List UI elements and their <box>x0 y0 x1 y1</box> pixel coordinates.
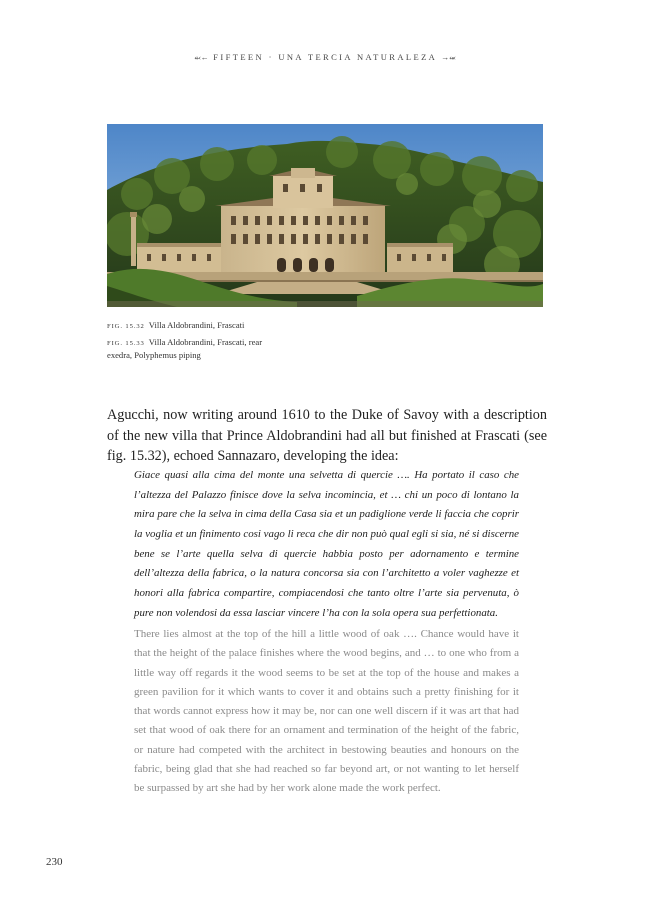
page-number: 230 <box>46 856 63 868</box>
running-head-title: FIFTEEN · UNA TERCIA NATURALEZA <box>213 52 437 62</box>
ornament-left-icon: ⬻← <box>194 53 209 62</box>
intro-paragraph: Agucchi, now writing around 1610 to the Duke of Savoy with a description of the new villa that Prince Aldobrandini had all but finished at Frascati (see fig. 15.32), echoed Sannazaro, developing the idea: <box>107 407 547 464</box>
italian-quote: Giace quasi alla cima del monte una selvetta di quercie …. Ha portato il caso che l’altezza del Palazzo finisce dove la selva incomincia, et … chi un poco di lontano la mira pare che la selva in cima della Casa sia et un padiglione verde li faccia che coprir la voglia et un finimento cosi vago li reca che dir non può qual egli si sia, né si discerne bene se l’arte quella selva di quercie habbia posto per adornamento e termine dell’altezza della fabrica, o la natura concorsa sia con l’architetto a voler vaghezze et honori alla fabrica compartire, compiacendosi che tanto oltre l’arte sia pervenuta, ò pure non volendosi da essa lasciar vincere l’ha con la sola opera sua perfettionata. <box>134 469 519 619</box>
ornament-right-icon: →⬺ <box>441 53 456 62</box>
caption-text: Villa Aldobrandini, Frascati <box>148 320 245 330</box>
running-head <box>0 52 650 63</box>
villa-photo <box>107 124 543 307</box>
english-translation: There lies almost at the top of the hill a little wood of oak …. Chance would have it that the height of the palace finishes where the wood begins, and … to one who from a little way off regards it the wood seems to be set at the top of the house and makes a green pavilion for it which wants to cover it and obtains such a pretty finishing for it that words cannot express how it may be, nor can one well discern if it was art that had set that wood of oak there for an ornament and termination of the height of the fabric, or nature had competed with the architect in bestowing beauties and honours on the fabric, being glad that she had reached so far beyond art, or not wanting to let herself be surpassed by art she had by her work alone made the work perfect. <box>134 628 519 795</box>
caption-text: Villa Aldobrandini, Frascati, rear exedra, Polyphemus piping <box>107 337 263 360</box>
caption-fig-15-33 <box>107 337 267 361</box>
caption-fig-number: FIG. 15.33 <box>107 340 145 347</box>
caption-fig-15-32 <box>107 320 287 333</box>
caption-fig-number: FIG. 15.32 <box>107 323 145 330</box>
